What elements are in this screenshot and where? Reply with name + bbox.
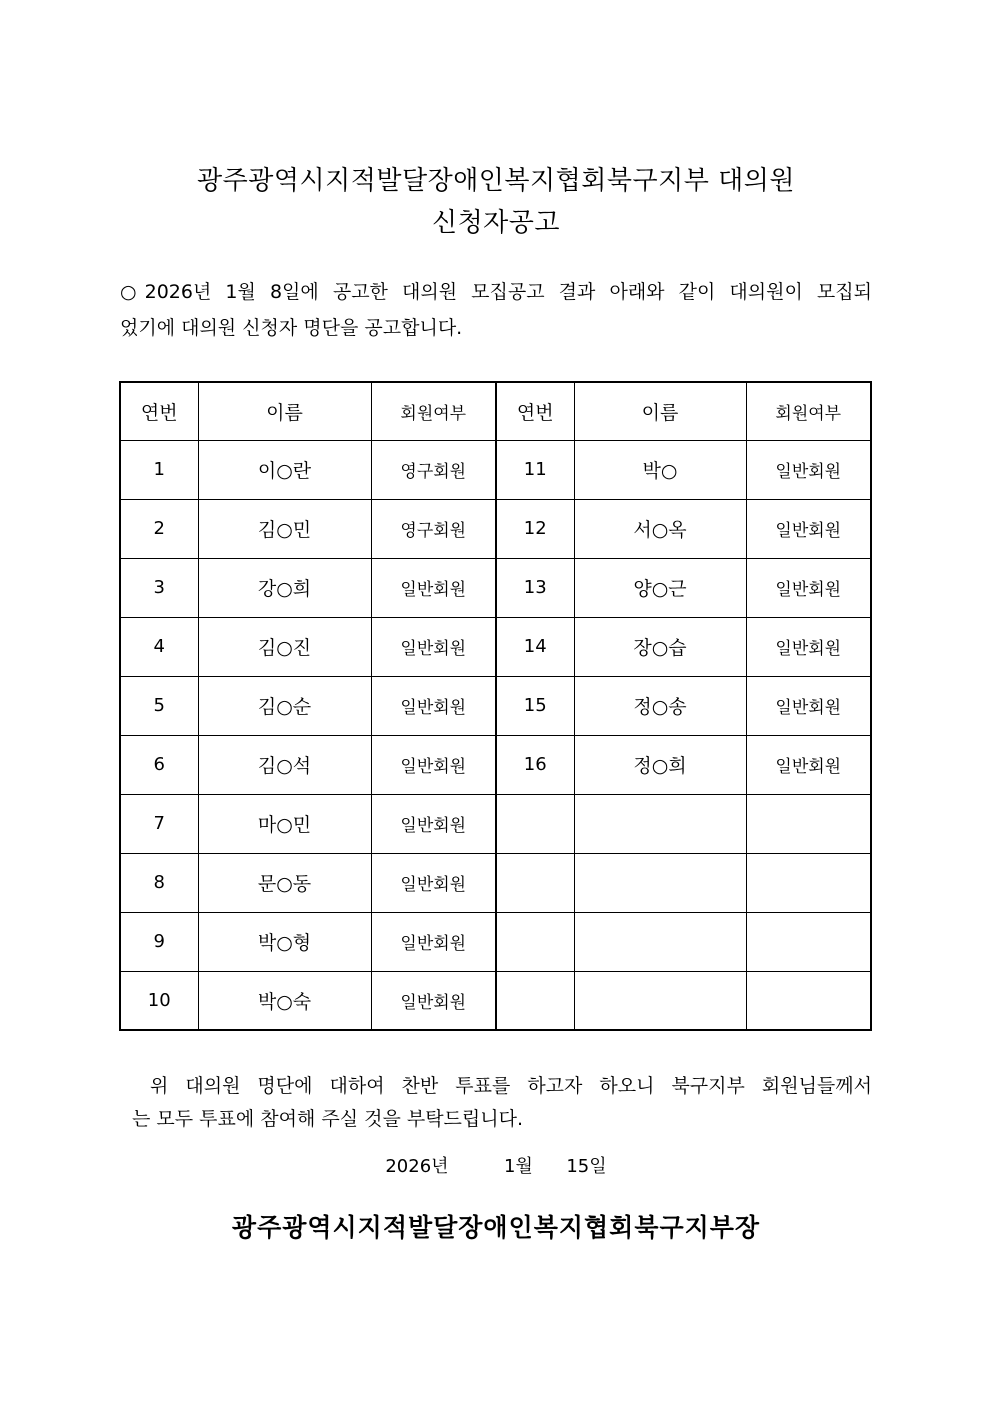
cell-number-left: 1 [120, 440, 198, 499]
cell-number-left: 6 [120, 735, 198, 794]
cell-membership-right [746, 912, 871, 971]
cell-membership-left: 일반회원 [371, 853, 496, 912]
cell-membership-right: 일반회원 [746, 735, 871, 794]
cell-name-left: 문○동 [198, 853, 371, 912]
date-day: 15일 [566, 1156, 607, 1177]
cell-name-right [574, 853, 746, 912]
cell-name-left: 김○석 [198, 735, 371, 794]
cell-number-left: 7 [120, 794, 198, 853]
cell-name-right: 박○ [574, 440, 746, 499]
document-title-line1: 광주광역시지적발달장애인복지협회북구지부 대의원 [197, 166, 795, 196]
cell-name-left: 마○민 [198, 794, 371, 853]
cell-name-left: 강○희 [198, 558, 371, 617]
cell-name-right [574, 971, 746, 1030]
table-row [120, 499, 871, 558]
cell-name-left: 박○숙 [198, 971, 371, 1030]
header-name-left: 이름 [198, 382, 371, 440]
cell-membership-right: 일반회원 [746, 440, 871, 499]
cell-membership-left: 일반회원 [371, 794, 496, 853]
header-membership-right: 회원여부 [746, 382, 871, 440]
table-row [120, 735, 871, 794]
cell-number-right: 13 [496, 558, 574, 617]
applicant-table [119, 381, 872, 1031]
date-year: 2026년 [385, 1156, 449, 1177]
table-row [120, 853, 871, 912]
cell-membership-right: 일반회원 [746, 676, 871, 735]
cell-membership-left: 영구회원 [371, 499, 496, 558]
intro-paragraph-line1: ○2026년 1월 8일에 공고한 대의원 모집공고 결과 아래와 같이 대의원이 모집되 [120, 281, 872, 303]
closing-paragraph-line1: 위 대의원 명단에 대하여 찬반 투표를 하고자 하오니 북구지부 회원님들께서 [150, 1075, 872, 1097]
cell-number-left: 4 [120, 617, 198, 676]
cell-name-right: 양○근 [574, 558, 746, 617]
table-row [120, 971, 871, 1030]
table-row [120, 676, 871, 735]
cell-membership-left: 일반회원 [371, 558, 496, 617]
date-month: 1월 [504, 1156, 533, 1177]
table-row [120, 617, 871, 676]
cell-number-left: 3 [120, 558, 198, 617]
cell-number-right [496, 853, 574, 912]
cell-name-left: 이○란 [198, 440, 371, 499]
header-number-left: 연번 [120, 382, 198, 440]
cell-name-right: 서○옥 [574, 499, 746, 558]
cell-number-right [496, 971, 574, 1030]
cell-membership-left: 영구회원 [371, 440, 496, 499]
cell-number-right: 11 [496, 440, 574, 499]
signer-name: 광주광역시지적발달장애인복지협회북구지부장 [231, 1213, 761, 1242]
cell-membership-left: 일반회원 [371, 912, 496, 971]
header-membership-left: 회원여부 [371, 382, 496, 440]
cell-membership-left: 일반회원 [371, 676, 496, 735]
header-number-right: 연번 [496, 382, 574, 440]
cell-membership-right [746, 794, 871, 853]
cell-number-left: 5 [120, 676, 198, 735]
cell-number-left: 9 [120, 912, 198, 971]
document-title-line2: 신청자공고 [431, 208, 561, 238]
table-row [120, 794, 871, 853]
table-row [120, 912, 871, 971]
cell-number-right: 14 [496, 617, 574, 676]
cell-name-left: 김○진 [198, 617, 371, 676]
table-row [120, 440, 871, 499]
header-name-right: 이름 [574, 382, 746, 440]
cell-membership-left: 일반회원 [371, 971, 496, 1030]
cell-number-left: 2 [120, 499, 198, 558]
cell-membership-right: 일반회원 [746, 617, 871, 676]
cell-membership-left: 일반회원 [371, 735, 496, 794]
notice-date [0, 1152, 992, 1178]
cell-number-right [496, 794, 574, 853]
closing-paragraph-line2: 는 모두 투표에 참여해 주실 것을 부탁드립니다. [132, 1108, 524, 1130]
cell-membership-right [746, 971, 871, 1030]
cell-membership-right: 일반회원 [746, 499, 871, 558]
cell-membership-right [746, 853, 871, 912]
table-header-row [120, 382, 871, 440]
cell-membership-left: 일반회원 [371, 617, 496, 676]
cell-name-left: 박○형 [198, 912, 371, 971]
cell-name-right: 정○희 [574, 735, 746, 794]
table-row [120, 558, 871, 617]
cell-number-right [496, 912, 574, 971]
cell-number-left: 8 [120, 853, 198, 912]
cell-number-right: 12 [496, 499, 574, 558]
cell-name-left: 김○순 [198, 676, 371, 735]
cell-name-right [574, 794, 746, 853]
cell-membership-right: 일반회원 [746, 558, 871, 617]
cell-number-left: 10 [120, 971, 198, 1030]
cell-name-left: 김○민 [198, 499, 371, 558]
cell-name-right: 장○습 [574, 617, 746, 676]
cell-number-right: 16 [496, 735, 574, 794]
cell-name-right: 정○송 [574, 676, 746, 735]
cell-name-right [574, 912, 746, 971]
intro-paragraph-line2: 었기에 대의원 신청자 명단을 공고합니다. [120, 317, 463, 339]
cell-number-right: 15 [496, 676, 574, 735]
